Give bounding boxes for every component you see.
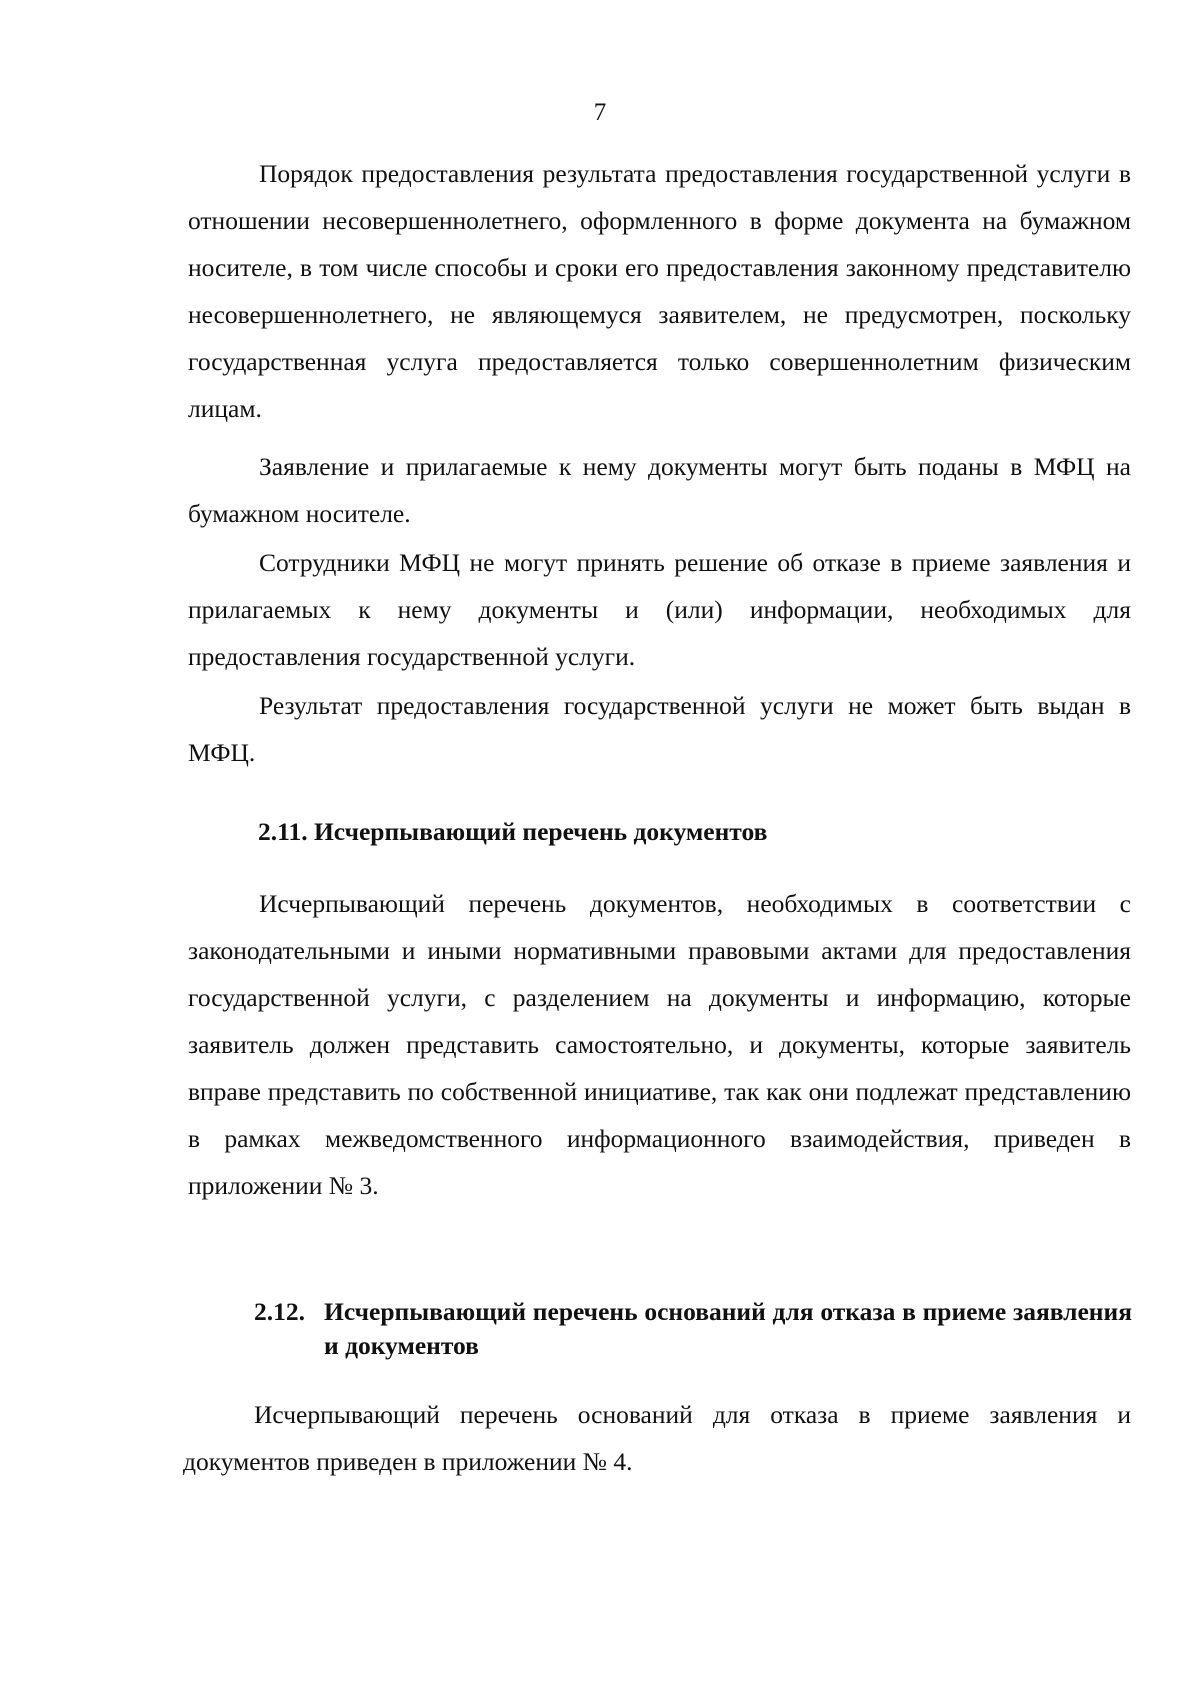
section-2-11-text: Исчерпывающий перечень документов, необходимых в соответствии с законодательными и иными нормативными правовыми актами для предоставления государственной услуги, с разделением на документы и информацию, которые заявитель должен представить самостоятельно, и документы, которые заявитель вправе представить по собственной инициативе, так как они подлежат представлению в рамках межведомственного информационного взаимодействия, приведен в приложении № 3. xyxy=(188,889,1131,1200)
paragraph-mfc-staff: Сотрудники МФЦ не могут принять решение об отказе в приеме заявления и прилагаемых к нему документы и (или) информации, необходимых для предоставления государственной услуги. xyxy=(188,548,1131,671)
paragraph-result-not-issued: Результат предоставления государственной услуги не может быть выдан в МФЦ. xyxy=(188,691,1131,767)
section-2-12-text: Исчерпывающий перечень оснований для отказа в приеме заявления и документов приведен в приложении № 4. xyxy=(183,1400,1131,1476)
section-2-12-number: 2.12. xyxy=(254,1297,305,1326)
section-2-12-title: Исчерпывающий перечень оснований для отказа в приеме заявления и документов xyxy=(324,1297,1132,1360)
section-2-11-heading: 2.11. Исчерпывающий перечень документов xyxy=(258,817,768,846)
paragraph-application-mfc: Заявление и прилагаемые к нему документы могут быть поданы в МФЦ на бумажном носителе. xyxy=(188,452,1131,528)
page-number: 7 xyxy=(593,99,607,126)
section-2-12-heading xyxy=(254,1295,1132,1363)
paragraph-result-minor: Порядок предоставления результата предоставления государственной услуги в отношении несовершеннолетнего, оформленного в форме документа на бумажном носителе, в том числе способы и сроки его предоставления законному представителю несовершеннолетнего, не являющемуся заявителем, не предусмотрен, поскольку государственная услуга предоставляется только совершеннолетним физическим лицам. xyxy=(188,159,1131,423)
